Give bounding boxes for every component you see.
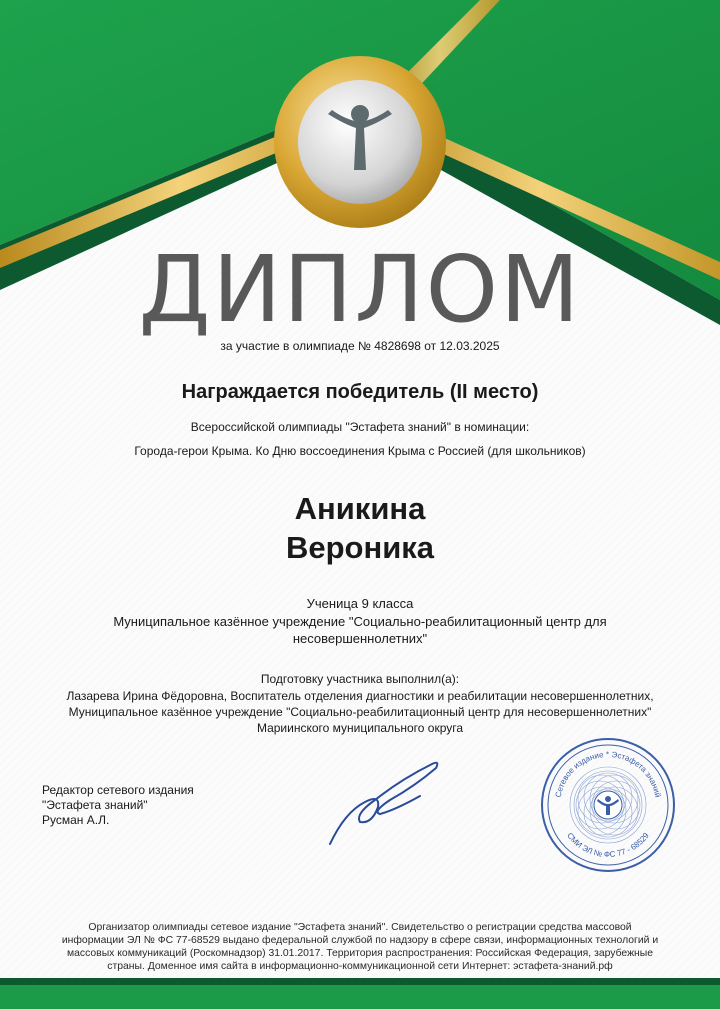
signature <box>320 752 445 852</box>
recipient-first-name: Вероника <box>285 530 435 565</box>
prepared-by-details <box>0 688 720 736</box>
person-emblem-icon <box>270 52 450 232</box>
award-heading: Награждается победитель (II место) <box>181 381 539 403</box>
footer-text <box>0 921 720 973</box>
footer-line-2: информации ЭЛ № ФС 77-68529 выдано федеральной службой по надзору в сфере связи, информационных технологий и <box>61 935 659 946</box>
institution-line-1: Муниципальное казённое учреждение "Социально-реабилитационный центр для <box>113 614 607 629</box>
seal-text-top: Сетевое издание * Эстафета знаний <box>553 749 663 799</box>
nomination-line: Города-герои Крыма. Ко Дню воссоединения Крыма с Россией (для школьников) <box>134 444 586 458</box>
olympiad-line: Всероссийской олимпиады "Эстафета знаний" в номинации: <box>190 420 530 434</box>
diploma-title: ДИПЛОМ <box>138 236 582 343</box>
publisher-seal-icon <box>538 735 678 875</box>
footer-line-3: массовых коммуникаций (Роскомнадзор) 31.01.2017. Территория распространения: Российская Федерация, зарубежные <box>66 948 654 959</box>
prepared-line-1: Лазарева Ирина Фёдоровна, Воспитатель отделения диагностики и реабилитации несовершеннолетних, <box>66 689 654 703</box>
prepared-line-2: Муниципальное казённое учреждение "Социально-реабилитационный центр для несовершеннолетних" <box>68 705 652 719</box>
recipient-surname: Аникина <box>294 491 426 526</box>
institution-line-2: несовершеннолетних" <box>292 631 428 646</box>
prepared-by-label: Подготовку участника выполнил(а): <box>260 672 460 686</box>
editor-block <box>42 783 194 828</box>
footer-line-1: Организатор олимпиады сетевое издание "Эстафета знаний". Свидетельство о регистрации средства массовой <box>88 922 632 933</box>
svg-text:СМИ ЭЛ № ФС 77 - 68529 <box>565 831 651 859</box>
prepared-line-3: Мариинского муниципального округа <box>256 721 464 735</box>
recipient-institution <box>0 613 720 647</box>
footer-line-4: страны. Доменное имя сайта в информационно-коммуникационной сети Интернет: эстафета-знаний.рф <box>107 961 613 972</box>
editor-line-2: "Эстафета знаний" <box>42 798 148 812</box>
recipient-grade: Ученица 9 класса <box>306 596 414 611</box>
editor-line-1: Редактор сетевого издания <box>42 783 194 797</box>
editor-line-3: Русман А.Л. <box>42 813 110 827</box>
seal-text-bottom: СМИ ЭЛ № ФС 77 - 68529 <box>565 831 651 860</box>
diploma-subtitle: за участие в олимпиаде № 4828698 от 12.03.2025 <box>220 339 500 353</box>
